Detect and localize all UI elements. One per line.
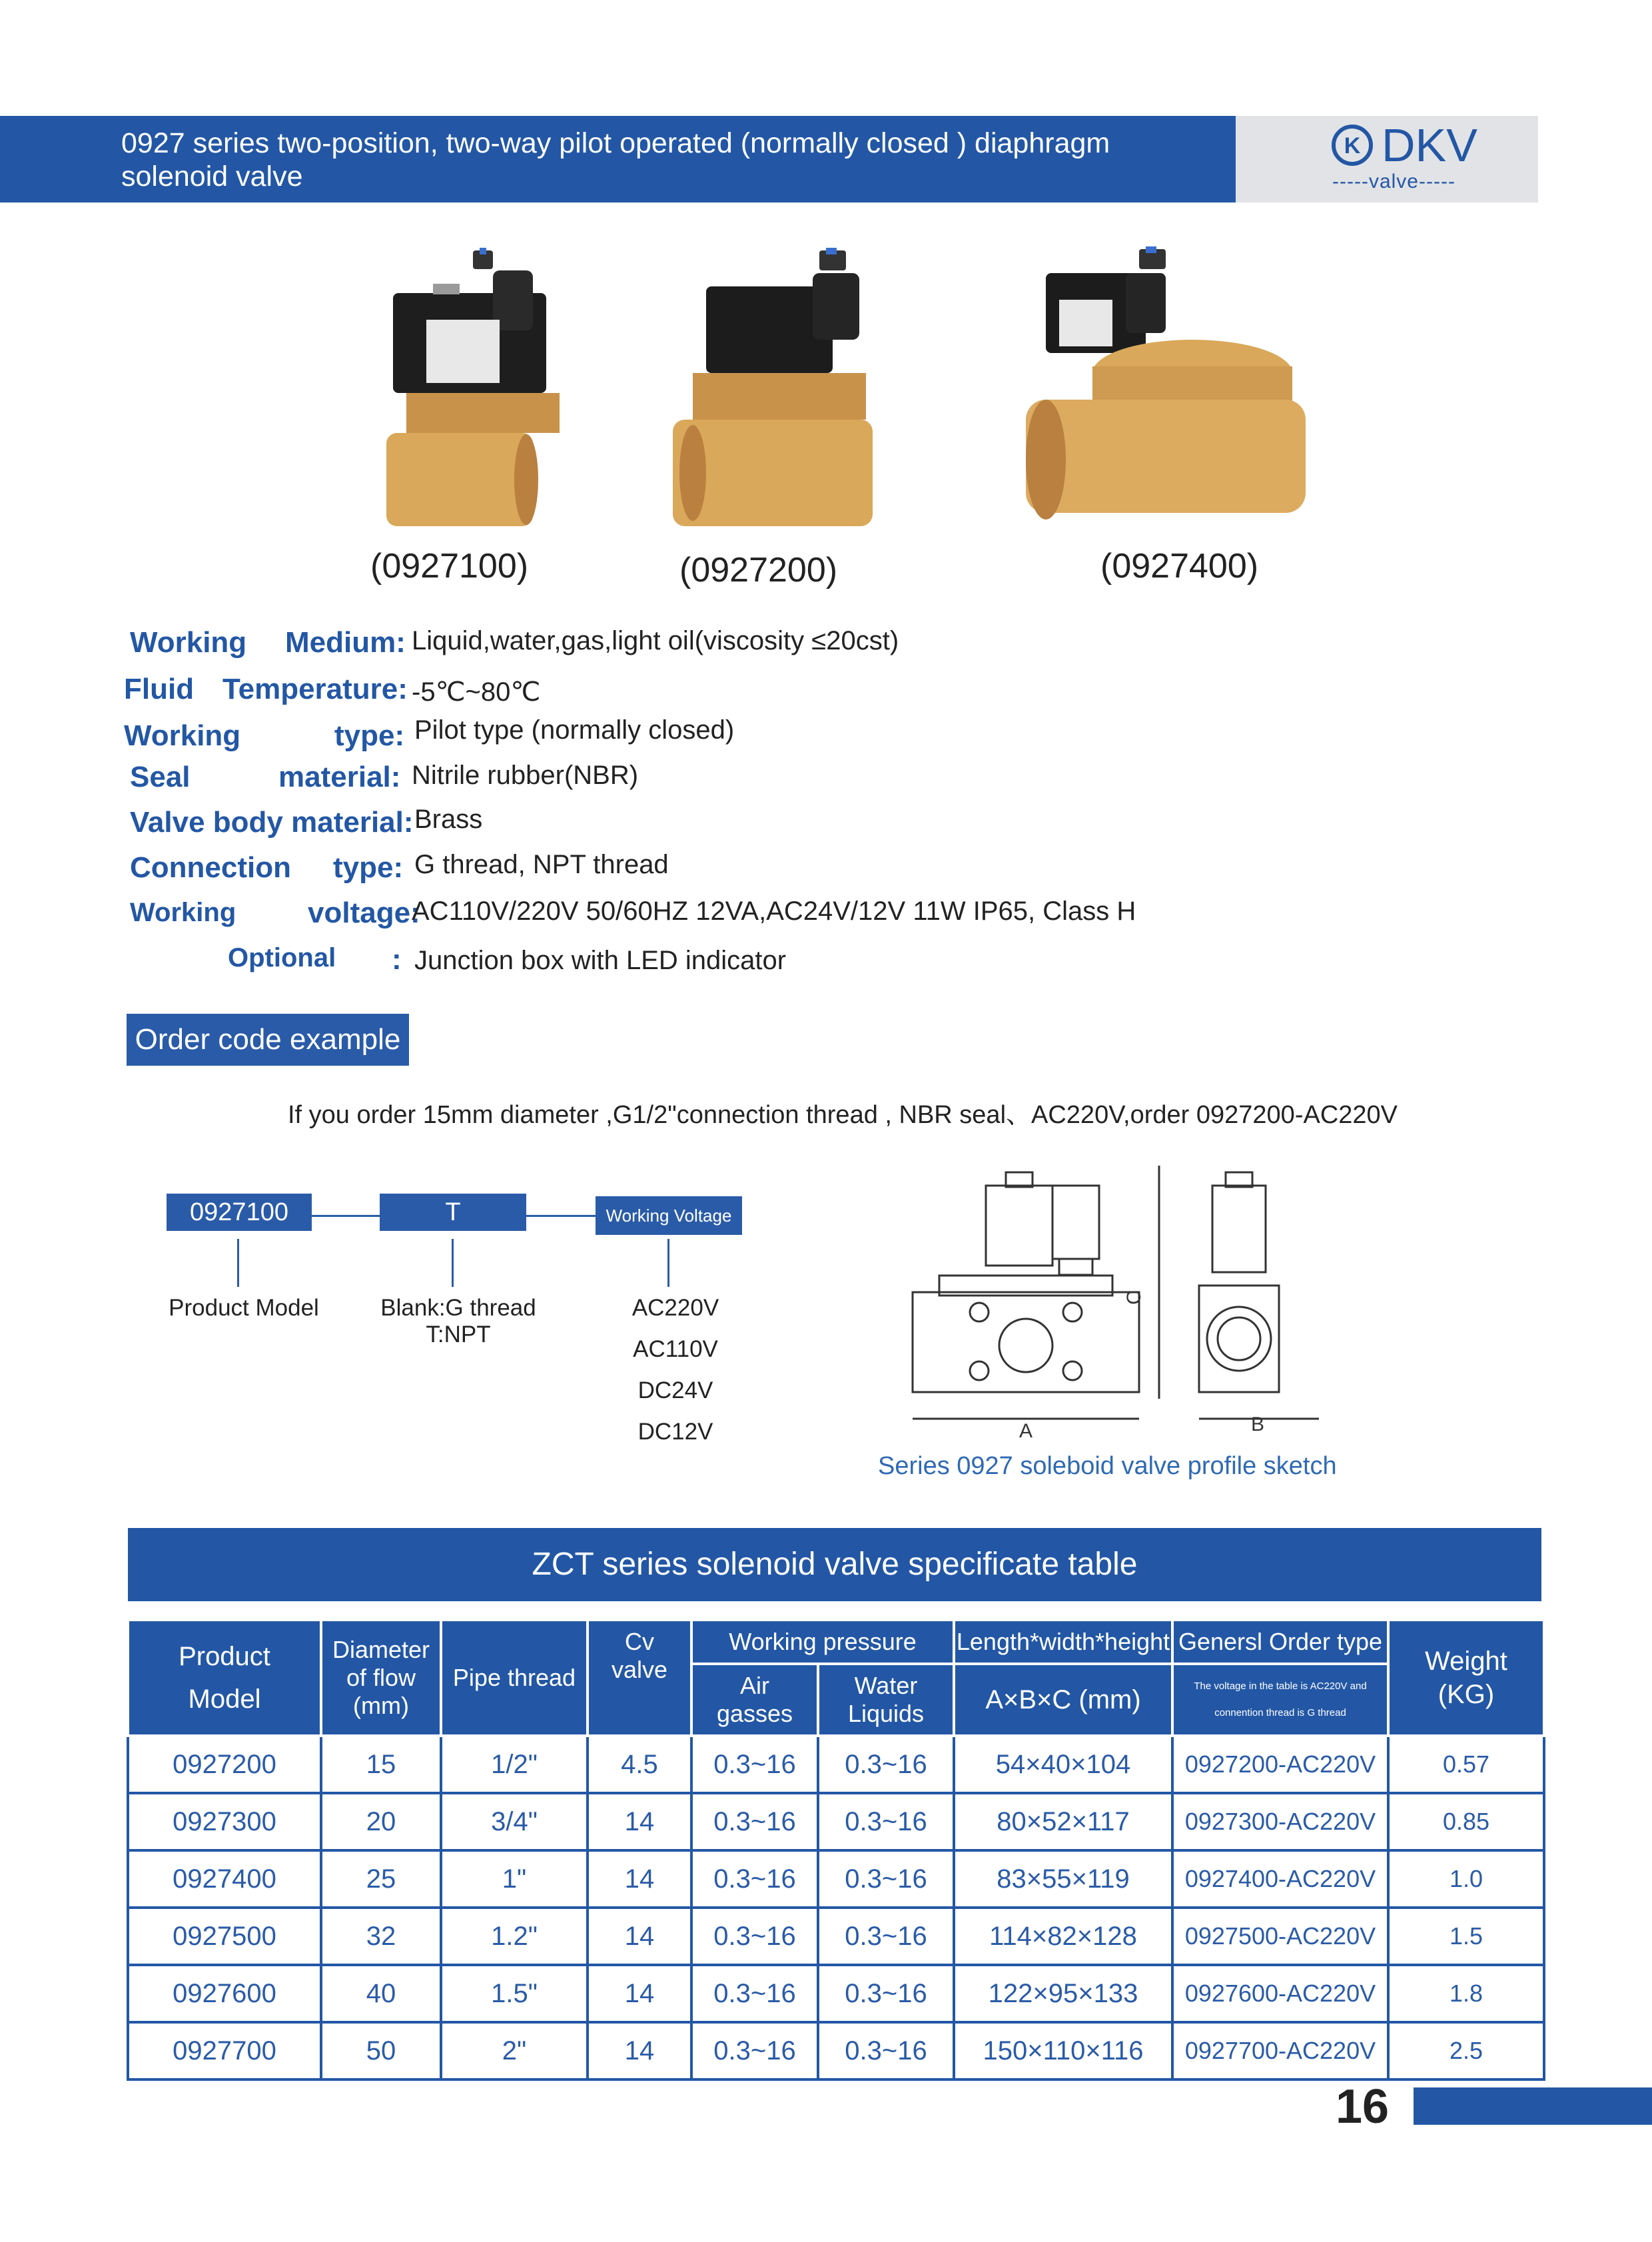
logo-subtitle: -----valve-----	[1332, 171, 1455, 192]
th-weight: Weight (KG)	[1388, 1620, 1544, 1736]
cell-air: 0.3~16	[691, 2022, 818, 2079]
th-pressure: Working pressure	[691, 1620, 954, 1664]
cell-air: 0.3~16	[691, 1908, 818, 1965]
cell-dims: 83×55×119	[954, 1850, 1172, 1908]
cell-water: 0.3~16	[818, 1736, 954, 1793]
cell-air: 0.3~16	[691, 1736, 818, 1793]
svg-text:A: A	[1019, 1420, 1033, 1442]
table-title: ZCT series solenoid valve specificate table	[128, 1528, 1541, 1601]
spec-label-optional-a: Optional	[228, 943, 336, 972]
voltage-option-1: AC220V	[631, 1295, 719, 1321]
spec-label-medium-a: Working	[130, 626, 247, 659]
cell-order: 0927400-AC220V	[1172, 1850, 1388, 1908]
cell-pipe: 1.5"	[441, 1965, 588, 2022]
cell-diameter: 25	[321, 1850, 441, 1908]
spec-label-conn-b: type:	[333, 851, 404, 884]
code-pointer-2	[452, 1239, 454, 1287]
code-pointer-1	[237, 1239, 239, 1287]
cell-pipe: 1"	[441, 1850, 588, 1908]
title-line-2: solenoid valve	[121, 161, 303, 192]
cell-diameter: 20	[321, 1793, 441, 1850]
spec-label-voltage-b: voltage:	[308, 897, 420, 929]
code-thread-box: T	[380, 1194, 526, 1231]
logo-text: DKV	[1382, 119, 1477, 171]
svg-text:C: C	[1123, 1290, 1145, 1305]
cell-cv: 14	[588, 1908, 691, 1965]
spec-label-conn-a: Connection	[130, 851, 291, 884]
cell-pipe: 1/2"	[441, 1736, 588, 1793]
table-body	[128, 1736, 1544, 2079]
cell-diameter: 40	[321, 1965, 441, 2022]
cell-model: 0927300	[128, 1793, 321, 1850]
table-row	[128, 1850, 1544, 1908]
cell-pipe: 3/4"	[441, 1793, 588, 1850]
spec-table	[127, 1619, 1545, 2081]
code-pointer-3	[667, 1239, 669, 1287]
valve-photo-0927200	[659, 246, 886, 540]
svg-text:K: K	[1344, 133, 1361, 159]
cell-weight: 2.5	[1388, 2022, 1544, 2079]
cell-diameter: 15	[321, 1736, 441, 1793]
cell-model: 0927700	[128, 2022, 321, 2079]
th-model: Product Model	[128, 1620, 321, 1736]
spec-value-voltage: AC110V/220V 50/60HZ 12VA,AC24V/12V 11W IP65, Class H	[412, 897, 1136, 926]
th-axbxc: A×B×C (mm)	[954, 1664, 1172, 1736]
th-order-type: Genersl Order type	[1172, 1620, 1388, 1664]
table-row	[128, 1736, 1544, 1793]
cell-model: 0927200	[128, 1736, 321, 1793]
cell-weight: 1.5	[1388, 1908, 1544, 1965]
title-line-1: 0927 series two-position, two-way pilot operated (normally closed ) diaphragm	[121, 127, 1110, 159]
cell-order: 0927700-AC220V	[1172, 2022, 1388, 2079]
cell-air: 0.3~16	[691, 1965, 818, 2022]
spec-value-conn: G thread, NPT thread	[414, 850, 669, 879]
cell-cv: 14	[588, 2022, 691, 2079]
spec-label-voltage-a: Working	[130, 898, 236, 927]
cell-cv: 4.5	[588, 1736, 691, 1793]
valve-profile-sketch	[893, 1159, 1359, 1445]
cell-air: 0.3~16	[691, 1793, 818, 1850]
page-title	[121, 127, 1187, 193]
product-code-3: (0927400)	[1100, 547, 1259, 585]
spec-value-optional: Junction box with LED indicator	[414, 946, 787, 975]
table-row	[128, 1793, 1544, 1850]
spec-label-temp-a: Fluid	[124, 673, 195, 705]
page-number-bar	[1414, 2087, 1652, 2125]
product-code-2: (0927200)	[679, 551, 838, 589]
svg-text:B: B	[1250, 1413, 1265, 1435]
cell-diameter: 32	[321, 1908, 441, 1965]
table-row	[128, 1965, 1544, 2022]
code-connector-1	[312, 1215, 380, 1217]
code-model-label: Product Model	[169, 1295, 319, 1321]
cell-weight: 1.0	[1388, 1850, 1544, 1908]
voltage-option-2: AC110V	[633, 1336, 718, 1362]
cell-dims: 114×82×128	[954, 1908, 1172, 1965]
cell-air: 0.3~16	[691, 1850, 818, 1908]
spec-label-seal-a: Seal	[130, 761, 191, 793]
spec-label-optional-b: :	[392, 943, 402, 976]
th-air: Air gasses	[691, 1664, 818, 1736]
spec-value-type: Pilot type (normally closed)	[414, 715, 735, 745]
cell-water: 0.3~16	[818, 1965, 954, 2022]
cell-water: 0.3~16	[818, 1793, 954, 1850]
cell-dims: 150×110×116	[954, 2022, 1172, 2079]
spec-value-body: Brass	[414, 805, 483, 834]
voltage-option-4: DC12V	[637, 1419, 713, 1445]
spec-label-type-a: Working	[124, 719, 241, 752]
cell-order: 0927300-AC220V	[1172, 1793, 1388, 1850]
cell-pipe: 2"	[441, 2022, 588, 2079]
cell-cv: 14	[588, 1793, 691, 1850]
th-water: Water Liquids	[818, 1664, 954, 1736]
code-model-box: 0927100	[167, 1194, 312, 1231]
cell-cv: 14	[588, 1965, 691, 2022]
spec-label-type-b: type:	[334, 719, 405, 752]
table-row	[128, 2022, 1544, 2079]
cell-order: 0927600-AC220V	[1172, 1965, 1388, 2022]
code-thread-label-2: T:NPT	[426, 1321, 491, 1347]
th-lwh: Length*width*height	[954, 1620, 1172, 1664]
order-code-heading: Order code example	[127, 1014, 409, 1066]
cell-water: 0.3~16	[818, 2022, 954, 2079]
cell-model: 0927400	[128, 1850, 321, 1908]
spec-value-temp: -5℃~80℃	[412, 677, 541, 707]
cell-water: 0.3~16	[818, 1850, 954, 1908]
dkv-logo-icon	[1331, 124, 1374, 167]
sketch-caption: Series 0927 soleboid valve profile sketch	[878, 1452, 1337, 1480]
valve-photo-0927400	[1019, 246, 1312, 540]
cell-order: 0927200-AC220V	[1172, 1736, 1388, 1793]
spec-label-medium-b: Medium:	[285, 626, 406, 659]
code-thread-label-1: Blank:G thread	[380, 1295, 536, 1321]
th-order-note: The voltage in the table is AC220V and connention thread is G thread	[1172, 1664, 1388, 1736]
cell-cv: 14	[588, 1850, 691, 1908]
cell-order: 0927500-AC220V	[1172, 1908, 1388, 1965]
table-header-row-1	[128, 1620, 1544, 1664]
order-example-text: If you order 15mm diameter ,G1/2"connection thread , NBR seal、AC220V,order 0927200-AC220V	[288, 1101, 1398, 1129]
cell-dims: 80×52×117	[954, 1793, 1172, 1850]
spec-label-temp-b: Temperature:	[222, 673, 408, 705]
valve-photo-0927100	[373, 246, 586, 540]
cell-model: 0927600	[128, 1965, 321, 2022]
page-number: 16	[1336, 2080, 1390, 2133]
table-row	[128, 1908, 1544, 1965]
code-voltage-box: Working Voltage	[596, 1196, 742, 1235]
spec-label-seal-b: material:	[278, 761, 401, 793]
th-diameter: Diameter of flow (mm)	[321, 1620, 441, 1736]
code-connector-2	[526, 1215, 596, 1217]
cell-dims: 54×40×104	[954, 1736, 1172, 1793]
cell-weight: 0.57	[1388, 1736, 1544, 1793]
product-code-1: (0927100)	[370, 547, 529, 585]
cell-dims: 122×95×133	[954, 1965, 1172, 2022]
voltage-option-3: DC24V	[637, 1377, 713, 1403]
cell-weight: 0.85	[1388, 1793, 1544, 1850]
cell-pipe: 1.2"	[441, 1908, 588, 1965]
th-cv: Cv valve	[588, 1620, 691, 1736]
spec-value-seal: Nitrile rubber(NBR)	[412, 761, 639, 790]
cell-diameter: 50	[321, 2022, 441, 2079]
spec-label-body: Valve body material:	[130, 806, 414, 839]
spec-value-medium: Liquid,water,gas,light oil(viscosity ≤20cst)	[412, 626, 899, 655]
th-pipe: Pipe thread	[441, 1620, 588, 1736]
cell-model: 0927500	[128, 1908, 321, 1965]
cell-water: 0.3~16	[818, 1908, 954, 1965]
cell-weight: 1.8	[1388, 1965, 1544, 2022]
